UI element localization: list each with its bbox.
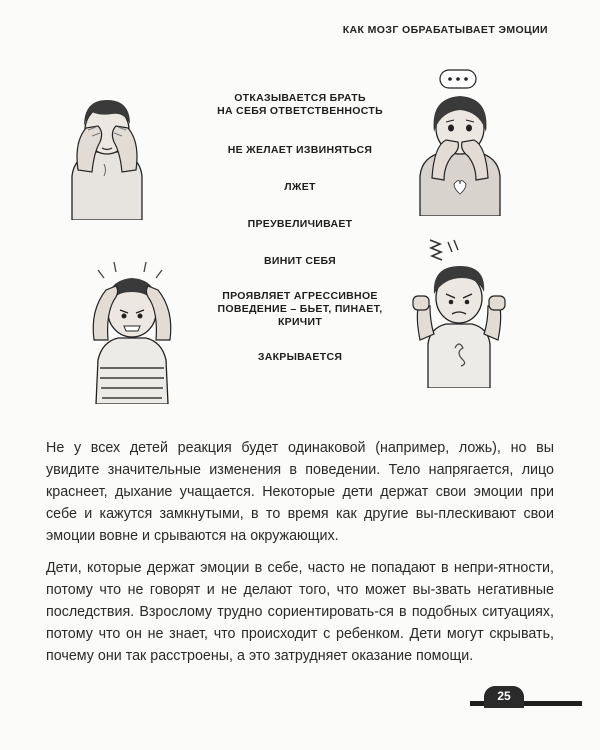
behavior-item: ОТКАЗЫВАЕТСЯ БРАТЬ НА СЕБЯ ОТВЕТСТВЕННОСТЬ — [217, 92, 383, 117]
behavior-item: ВИНИТ СЕБЯ — [263, 255, 336, 267]
girl-covering-mouth-illustration — [410, 66, 510, 216]
behavior-item: НЕ ЖЕЛАЕТ ИЗВИНЯТЬСЯ — [227, 144, 373, 156]
behavior-item: ПРОЯВЛЯЕТ АГРЕССИВНОЕ ПОВЕДЕНИЕ – БЬЕТ, ПИНАЕТ, КРИЧИТ — [217, 290, 383, 328]
behavior-item: ЗАКРЫВАЕТСЯ — [257, 351, 343, 363]
body-paragraph: Дети, которые держат эмоции в себе, часто не попадают в непри-ятности, потому что не говорят и не делают того, что может вы-звать негативные последствия. Взрослому трудно сориентировать-ся в подобных ситуациях, потому что он не знает, что происходит с ребенком. Дети могут скрывать, почему они так расстроены, а это затрудняет оказание помощи. — [46, 560, 554, 664]
running-title: КАК МОЗГ ОБРАБАТЫВАЕТ ЭМОЦИИ — [342, 24, 548, 36]
boy-covering-eyes-illustration — [64, 92, 150, 220]
boy-holding-head-illustration — [84, 256, 180, 404]
page-number: 25 — [484, 686, 524, 708]
behavior-item: ПРЕУВЕЛИЧИВАЕТ — [247, 218, 353, 230]
body-paragraph: Не у всех детей реакция будет одинаковой (например, ложь), но вы увидите значительные изменения в поведении. Тело напрягается, лицо краснеет, дыхание учащается. Некоторые дети держат свои эмоции при себе и кажутся замкнутыми, в то время как другие вы-плескивают свои эмоции вовне и срываются на окружающих. — [46, 440, 554, 544]
behavior-item: ЛЖЕТ — [284, 181, 316, 193]
angry-boy-fists-illustration — [408, 236, 510, 388]
